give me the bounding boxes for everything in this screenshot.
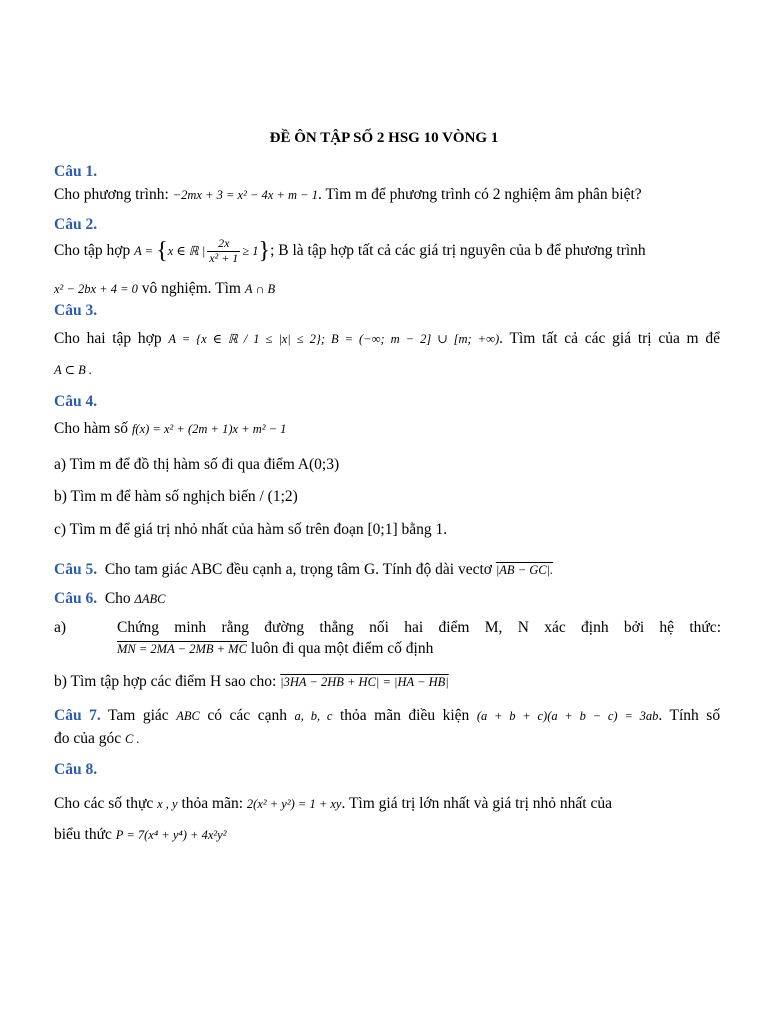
q7-text4: . Tính số: [658, 707, 721, 724]
q2-equation: x² − 2bx + 4 = 0: [54, 282, 138, 296]
question-4-line-1: [54, 420, 286, 439]
q7-sides: a, b, c: [294, 709, 333, 723]
q1-equation: −2mx + 3 = x² − 4x + m − 1: [172, 188, 318, 202]
q7-line2: đo của góc: [54, 730, 122, 747]
question-2-line-2: [54, 280, 275, 299]
q2-fraction-den: x² + 1: [209, 250, 239, 265]
question-6-part-a-line-2: [117, 640, 433, 659]
q8-equation: 2(x² + y²) = 1 + xy: [246, 797, 342, 811]
q2-line2-text: vô nghiệm. Tìm: [141, 280, 241, 297]
q2-fraction: [207, 237, 240, 266]
q7-equation: (a + b + c)(a + b − c) = 3ab: [476, 709, 659, 723]
q2-set-a-cond: x ∈ ℝ |: [167, 243, 206, 258]
question-7-line-2: [54, 730, 140, 749]
q2-intersection: A ∩ B: [244, 282, 276, 296]
q4-c-post: bằng 1.: [401, 521, 448, 538]
q8-post: . Tìm giá trị lớn nhất và giá trị nhỏ nhất của: [341, 795, 612, 812]
question-6-part-a-text: Chứng minh rằng đường thẳng nối hai điểm M, N xác định bởi hệ thức:: [117, 619, 721, 636]
right-brace: }: [258, 238, 271, 264]
page-title: ĐỀ ÔN TẬP SỐ 2 HSG 10 VÒNG 1: [269, 130, 499, 146]
q8-expression: P = 7(x⁴ + y⁴) + 4x²y²: [115, 828, 227, 842]
question-6-line: [54, 590, 166, 609]
q7-angle: C .: [125, 732, 140, 746]
left-brace: {: [156, 238, 168, 264]
question-3-label: Câu 3.: [54, 302, 98, 319]
q8-line2: biểu thức: [54, 826, 112, 843]
q7-text1: Tam giác: [108, 707, 169, 724]
question-1-label: Câu 1.: [54, 163, 98, 180]
question-1-text: [54, 186, 642, 205]
q6-b-equation: |3HA − 2HB + HC| = |HA − HB|: [280, 675, 449, 689]
q6-b-text: b) Tìm tập hợp các điểm H sao cho:: [54, 673, 277, 690]
q8-vars: x , y: [157, 797, 178, 811]
q6-a-post: luôn đi qua một điểm cố định: [250, 640, 434, 657]
q3-equation: A = {x ∈ ℝ / 1 ≤ |x| ≤ 2}; B = (−∞; m − 2] ∪ [m; +∞): [168, 332, 500, 346]
q4-c-pre: c) Tìm m để giá trị nhỏ nhất của hàm số trên đoạn: [54, 521, 364, 538]
question-4-part-b: b) Tìm m để hàm số nghịch biến / (1;2): [54, 488, 298, 505]
q2-post: ; B là tập hợp tất cả các giá trị nguyên của b để phương trình: [270, 241, 646, 259]
q1-post: . Tìm m để phương trình có 2 nghiệm âm phân biệt?: [317, 186, 642, 203]
question-4-part-a: a) Tìm m để đồ thị hàm số đi qua điểm A(0;3): [54, 456, 340, 473]
question-3-line-2: [54, 361, 92, 380]
q2-fraction-num: 2x: [207, 237, 240, 252]
question-4-label: Câu 4.: [54, 393, 98, 410]
q6-triangle: ΔABC: [134, 592, 166, 606]
question-7-label: Câu 7.: [54, 707, 101, 724]
question-2-label: Câu 2.: [54, 216, 98, 233]
q7-text2: có các cạnh: [207, 707, 287, 724]
question-7-line-1: [54, 707, 720, 726]
question-5-label: Câu 5.: [54, 561, 98, 578]
question-6-part-a-label: a): [54, 619, 67, 636]
q8-mid: thỏa mãn:: [181, 795, 244, 812]
q4-pre: Cho hàm số: [54, 420, 129, 437]
q2-set-a-left: A =: [134, 243, 157, 258]
q3-subset: A ⊂ B .: [54, 363, 93, 377]
q2-set-a-right: ≥ 1: [242, 243, 259, 258]
question-6-part-b: [54, 673, 449, 692]
question-4-part-c: [54, 521, 447, 540]
question-2-line-1: [54, 237, 646, 266]
question-8-line-2: [54, 826, 226, 845]
q3-post: . Tìm tất cả các giá trị của m để: [499, 330, 720, 347]
q5-vector: |AB − GC|.: [495, 563, 554, 577]
q7-text3: thỏa mãn điều kiện: [339, 707, 470, 724]
q5-text: Cho tam giác ABC đều cạnh a, trọng tâm G. Tính độ dài vectơ: [104, 561, 492, 578]
q4-function: f(x) = x² + (2m + 1)x + m² − 1: [131, 422, 287, 436]
q3-pre: Cho hai tập hợp: [54, 330, 162, 347]
q6-vector-relation: MN = 2MA − 2MB + MC: [117, 642, 247, 656]
q6-pre: Cho: [104, 590, 131, 607]
question-3-line-1: [54, 330, 720, 349]
question-6-label: Câu 6.: [54, 590, 98, 607]
question-5-line: [54, 561, 553, 580]
q4-c-segment: [0;1]: [367, 521, 398, 538]
q7-triangle: ABC: [176, 709, 200, 723]
question-8-label: Câu 8.: [54, 761, 98, 778]
question-8-line-1: [54, 795, 612, 814]
q8-pre: Cho các số thực: [54, 795, 154, 812]
q2-pre: Cho tập hợp: [54, 241, 131, 259]
q1-pre: Cho phương trình:: [54, 186, 169, 203]
